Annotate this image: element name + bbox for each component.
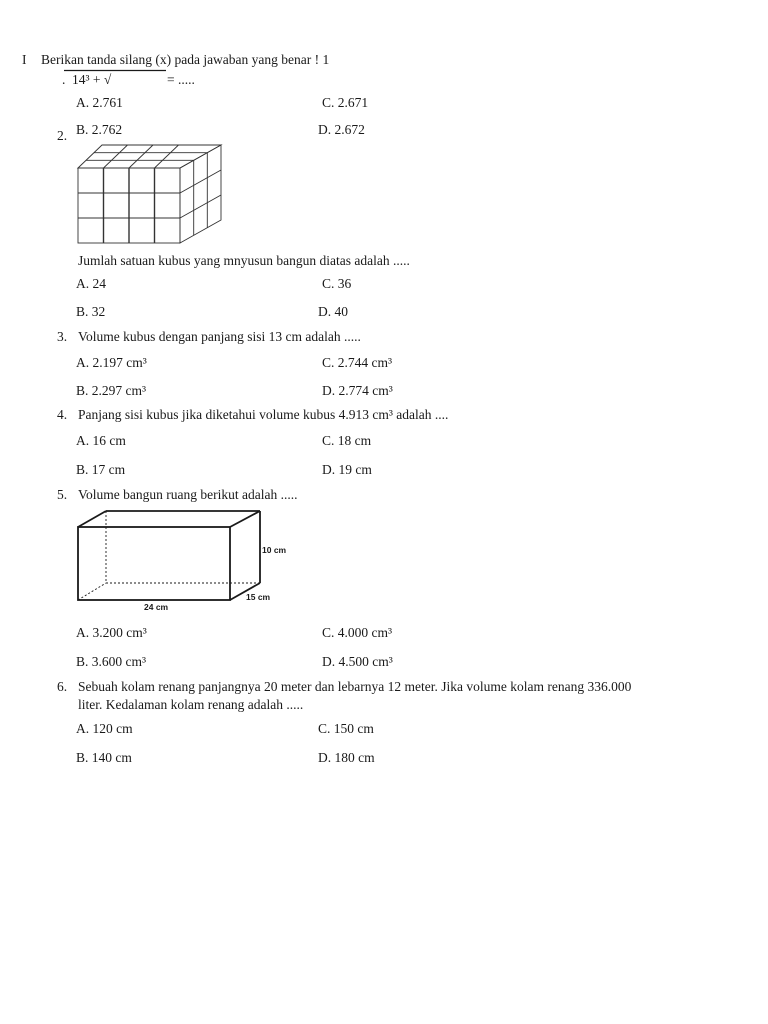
option-c[interactable]: C. 4.000 cm³: [322, 625, 393, 640]
option-c[interactable]: C. 2.671: [322, 95, 369, 110]
option-b[interactable]: B. 3.600 cm³: [76, 654, 147, 669]
question-number: 2.: [57, 128, 68, 143]
question-prompt: Jumlah satuan kubus yang mnyusun bangun diatas adalah .....: [78, 253, 410, 268]
option-a[interactable]: A. 2.197 cm³: [76, 355, 147, 370]
question-prompt: Volume bangun ruang berikut adalah .....: [78, 487, 298, 502]
question-number: 3.: [57, 329, 68, 344]
option-c[interactable]: C. 36: [322, 276, 352, 291]
option-c[interactable]: C. 2.744 cm³: [322, 355, 393, 370]
option-a[interactable]: A. 2.761: [76, 95, 123, 110]
option-d[interactable]: D. 19 cm: [322, 462, 372, 477]
option-d[interactable]: D. 4.500 cm³: [322, 654, 393, 669]
equals-blank: = .....: [167, 72, 195, 87]
question-number: 4.: [57, 407, 68, 422]
question-prompt-line-1: Sebuah kolam renang panjangnya 20 meter dan lebarnya 12 meter. Jika volume kolam renang 336.000: [78, 679, 632, 694]
unit-cubes-figure: [77, 143, 227, 245]
option-c[interactable]: C. 18 cm: [322, 433, 372, 448]
option-a[interactable]: A. 24: [76, 276, 106, 291]
height-label: 10 cm: [262, 545, 287, 555]
math-expression: 14³ + √: [72, 72, 112, 87]
option-b[interactable]: B. 2.762: [76, 122, 123, 137]
option-b[interactable]: B. 32: [76, 304, 106, 319]
instructions: Berikan tanda silang (x) pada jawaban yang benar ! 1: [41, 52, 330, 67]
option-d[interactable]: D. 180 cm: [318, 750, 375, 765]
cuboid-figure: [77, 510, 267, 602]
option-d[interactable]: D. 2.672: [318, 122, 365, 137]
section-number: I: [22, 52, 27, 67]
option-d[interactable]: D. 2.774 cm³: [322, 383, 393, 398]
option-a[interactable]: A. 16 cm: [76, 433, 126, 448]
option-b[interactable]: B. 140 cm: [76, 750, 132, 765]
option-a[interactable]: A. 120 cm: [76, 721, 133, 736]
option-b[interactable]: B. 2.297 cm³: [76, 383, 147, 398]
length-label: 24 cm: [144, 602, 169, 612]
question-number: 5.: [57, 487, 68, 502]
question-prompt-line-2: liter. Kedalaman kolam renang adalah .....: [78, 697, 304, 712]
option-b[interactable]: B. 17 cm: [76, 462, 126, 477]
width-label: 15 cm: [246, 592, 271, 602]
question-number: .: [62, 72, 66, 87]
option-d[interactable]: D. 40: [318, 304, 348, 319]
option-c[interactable]: C. 150 cm: [318, 721, 374, 736]
question-prompt: Panjang sisi kubus jika diketahui volume kubus 4.913 cm³ adalah ....: [78, 407, 449, 422]
option-a[interactable]: A. 3.200 cm³: [76, 625, 147, 640]
question-prompt: Volume kubus dengan panjang sisi 13 cm adalah .....: [78, 329, 361, 344]
question-number: 6.: [57, 679, 68, 694]
